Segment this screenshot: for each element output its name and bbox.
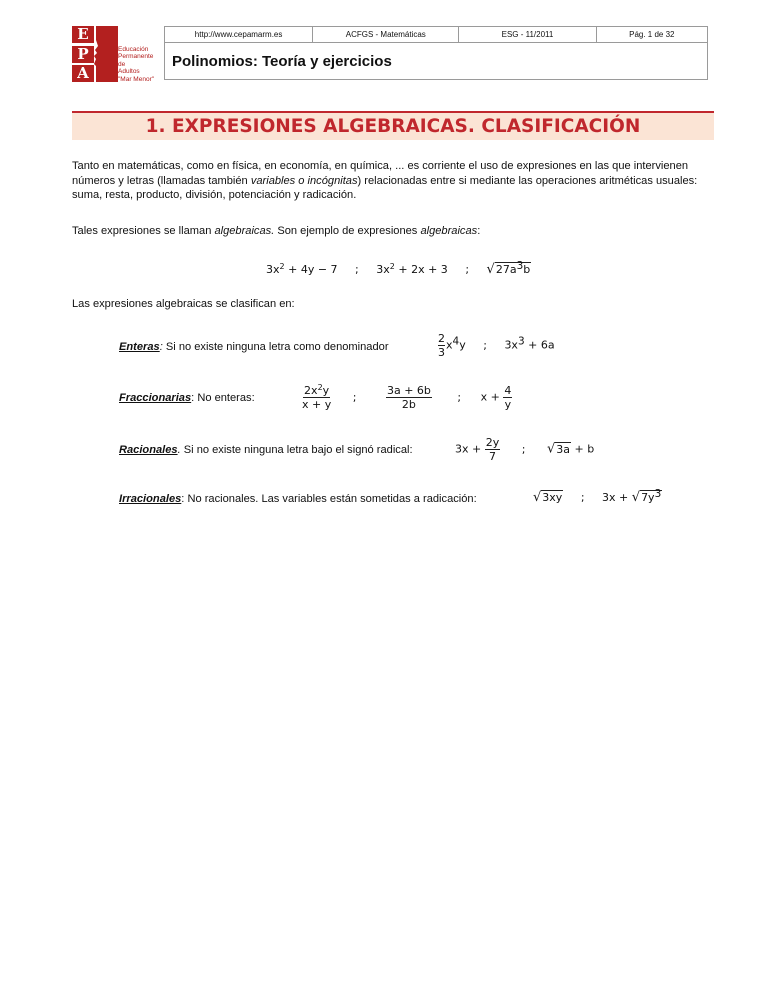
enteras-examples: [437, 332, 555, 359]
numerator-exponent: 2: [317, 383, 323, 392]
irracionales-text: : No racionales. Las variables están sometidas a radicación:: [181, 493, 477, 505]
fraction-numerator: 2: [438, 332, 445, 345]
radical-sign-icon: √: [631, 490, 641, 505]
header-url: http://www.cepamarm.es: [165, 27, 313, 42]
document-title: Polinomios: Teoría y ejercicios: [172, 53, 392, 70]
fraction-denominator: y: [504, 398, 512, 411]
fraccionarias-item: [119, 391, 255, 405]
fraction-numerator: 2y: [485, 436, 500, 449]
enteras-ex2-rest: + 6a: [524, 338, 555, 352]
separator: ;: [521, 442, 526, 456]
fraccionarias-fraction-1: [302, 384, 331, 411]
enteras-colon: :: [159, 341, 163, 353]
enteras-ex2-exponent: 3: [517, 335, 525, 348]
radical-sign-icon: √: [533, 490, 542, 505]
intro-paragraph-2: [72, 224, 714, 239]
enteras-ex1-base: x: [446, 338, 453, 352]
irracionales-ex1-radicand: 3xy: [542, 491, 563, 504]
numerator-base: 2x: [304, 384, 318, 397]
example-3-exponent: 3: [516, 260, 524, 272]
intro-p2-text-b: Son ejemplo de expresiones: [274, 225, 421, 237]
intro-p1-emphasis: variables o incógnitas: [250, 174, 358, 187]
racionales-ex2-rest: + b: [571, 442, 595, 456]
separator: ;: [457, 390, 462, 404]
fraccionarias-text: : No enteras:: [191, 392, 255, 404]
fraction-numerator: 3a + 6b: [386, 384, 431, 397]
example-1-base: 3x: [266, 263, 280, 276]
irracionales-ex2-radicand: [640, 490, 662, 504]
logo-letter-a: A: [72, 65, 94, 82]
racionales-label: Racionales: [119, 444, 178, 456]
separator: ;: [580, 491, 585, 504]
radicand-base: 7y: [641, 491, 655, 504]
enteras-ex2-base: 3x: [504, 338, 518, 352]
example-expressions: [266, 262, 531, 276]
radical-sign-icon: √: [546, 441, 556, 457]
example-3-radicand: [495, 262, 531, 276]
example-2-base: 3x: [376, 263, 390, 276]
logo-letter-p: P: [72, 46, 94, 63]
racionales-ex1-prefix: 3x +: [455, 442, 485, 456]
fraction-denominator: 7: [488, 450, 496, 463]
separator: ;: [355, 263, 359, 276]
intro-paragraph-1: [72, 159, 714, 203]
separator: ;: [352, 390, 357, 404]
fraction-numerator: [303, 384, 330, 398]
intro-p2-emphasis-1: algebraicas.: [214, 225, 275, 237]
profile-head-icon: [94, 26, 118, 82]
numerator-end: y: [322, 384, 330, 397]
header-course: ACFGS - Matemáticas: [313, 27, 459, 42]
racionales-examples: [455, 436, 594, 463]
fraction-denominator: x + y: [302, 398, 332, 411]
irracionales-examples: [533, 490, 662, 504]
racionales-item: [119, 443, 413, 457]
page-header: [164, 26, 708, 80]
intro-p2-text-a: Tales expresiones se llaman: [72, 225, 215, 237]
header-edition: ESG - 11/2011: [459, 27, 596, 42]
racionales-fraction: [485, 436, 501, 463]
enteras-ex1-end: y: [459, 338, 466, 352]
separator: ;: [465, 263, 470, 276]
logo-caption: Educación Permanente de Adultos "Mar Menor": [118, 46, 155, 83]
fraccionarias-fraction-2: [386, 384, 432, 411]
racionales-dot: .: [177, 444, 181, 456]
example-1-rest: + 4y − 7: [284, 263, 338, 276]
enteras-label: Enteras: [119, 341, 160, 353]
intro-p1-text-b: ) relacionadas entre si mediante las operaciones aritméticas usuales: suma, resta, producto, división, potenciación y radicación.: [72, 174, 698, 201]
racionales-text: Si no existe ninguna letra bajo el signó radical:: [180, 444, 413, 456]
fraccionarias-fraction-3: [503, 384, 512, 411]
fraction-denominator: 2b: [401, 398, 416, 411]
enteras-fraction: [437, 332, 446, 359]
enteras-item: [119, 340, 389, 354]
example-3-end: b: [523, 263, 531, 276]
fraccionarias-label: Fraccionarias: [119, 392, 192, 404]
intro-p2-emphasis-2: algebraicas: [420, 225, 478, 237]
fraction-denominator: 3: [438, 346, 445, 359]
intro-p1-text-a: Tanto en matemáticas, como en física, en economía, en química, ... es corriente el uso de expresiones en las que intervienen números y letras (llamadas también: [72, 160, 689, 187]
irracionales-item: [119, 492, 477, 506]
example-2-rest: + 2x + 3: [394, 263, 448, 276]
section-heading: [72, 111, 714, 140]
example-3-base: 27a: [495, 263, 517, 276]
classification-intro: Las expresiones algebraicas se clasifican en:: [72, 298, 295, 310]
example-2-exponent: 2: [389, 262, 395, 271]
enteras-ex1-exponent: 4: [452, 335, 460, 348]
separator: ;: [483, 338, 487, 352]
radicand-exponent: 3: [654, 488, 662, 500]
irracionales-ex2-prefix: 3x +: [602, 491, 632, 504]
irracionales-label: Irracionales: [119, 493, 182, 505]
logo-letter-e: E: [72, 26, 94, 43]
radical-sign-icon: √: [486, 262, 495, 277]
section-title: 1. EXPRESIONES ALGEBRAICAS. CLASIFICACIÓN: [145, 116, 641, 137]
example-1-exponent: 2: [279, 262, 285, 271]
fraction-numerator: 4: [504, 384, 512, 397]
enteras-text: Si no existe ninguna letra como denominador: [162, 341, 389, 353]
intro-p2-text-c: :: [477, 225, 481, 237]
fraccionarias-ex3-prefix: x +: [480, 390, 504, 404]
header-page-number: Pág. 1 de 32: [629, 30, 675, 39]
racionales-ex2-radicand: 3a: [556, 442, 570, 456]
fraccionarias-examples: [302, 384, 512, 411]
epa-logo: [72, 26, 164, 82]
